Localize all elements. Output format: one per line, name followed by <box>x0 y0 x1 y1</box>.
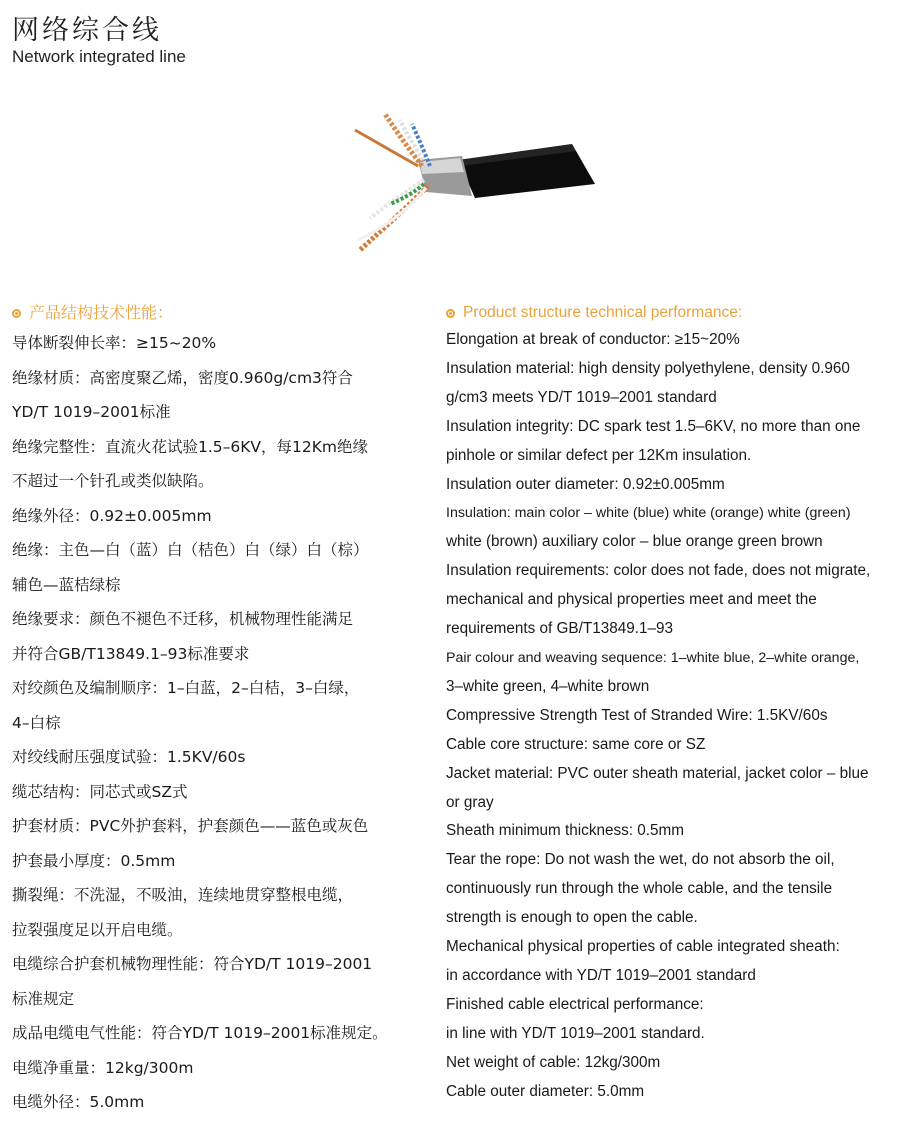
spec-line-zh: 标准规定 <box>12 989 75 1008</box>
spec-line-zh: 成品电缆电气性能：符合YD/T 1019–2001标准规定。 <box>12 1024 388 1042</box>
spec-line-en: in line with YD/T 1019–2001 standard. <box>446 1024 705 1042</box>
spec-line-en: Compressive Strength Test of Stranded Wire: 1.5KV/60s <box>446 706 828 724</box>
spec-line-en: Insulation outer diameter: 0.92±0.005mm <box>446 475 725 493</box>
spec-line-zh: 电缆综合护套机械物理性能：符合YD/T 1019–2001 <box>12 955 373 973</box>
spec-line-en: Cable core structure: same core or SZ <box>446 735 706 753</box>
spec-line-en: strength is enough to open the cable. <box>446 909 698 927</box>
spec-column-zh <box>12 300 432 1120</box>
spec-line-zh: 护套材质：PVC外护套料，护套颜色——蓝色或灰色 <box>12 817 369 835</box>
spec-line-en: Insulation integrity: DC spark test 1.5–6KV, no more than one <box>446 417 861 435</box>
page-title-en: Network integrated line <box>12 47 186 66</box>
spec-line-zh: YD/T 1019–2001标准 <box>12 403 171 421</box>
spec-line-zh: 绝缘完整性：直流火花试验1.5–6KV，每12Km绝缘 <box>12 437 369 456</box>
page-title-zh: 网络综合线 <box>12 15 162 46</box>
spec-line-zh: 撕裂绳：不洗湿，不吸油，连续地贯穿整根电缆， <box>12 886 354 904</box>
spec-line-en: Jacket material: PVC outer sheath material, jacket color – blue <box>446 764 869 782</box>
spec-line-en: g/cm3 meets YD/T 1019–2001 standard <box>446 388 717 406</box>
circle-bullet-icon <box>446 309 455 318</box>
spec-line-zh: 对绞颜色及编制顺序：1–白蓝，2–白桔，3–白绿， <box>12 679 360 697</box>
spec-line-zh: 4–白棕 <box>12 713 61 732</box>
spec-line-zh: 并符合GB/T13849.1–93标准要求 <box>12 644 250 663</box>
spec-line-zh: 对绞线耐压强度试验：1.5KV/60s <box>12 748 246 766</box>
spec-line-en: pinhole or similar defect per 12Km insulation. <box>446 446 752 464</box>
section-heading-zh: 产品结构技术性能： <box>12 300 432 326</box>
spec-line-en: Cable outer diameter: 5.0mm <box>446 1082 645 1100</box>
spec-line-zh: 电缆外径：5.0mm <box>12 1093 145 1111</box>
spec-line-en: Sheath minimum thickness: 0.5mm <box>446 822 685 840</box>
spec-line-en: Pair colour and weaving sequence: 1–white blue, 2–white orange, <box>446 649 860 666</box>
spec-line-en: white (brown) auxiliary color – blue orange green brown <box>446 533 823 551</box>
spec-line-en: or gray <box>446 793 494 811</box>
spec-line-zh: 绝缘要求：颜色不褪色不迁移，机械物理性能满足 <box>12 610 354 628</box>
spec-line-en: Net weight of cable: 12kg/300m <box>446 1053 661 1071</box>
section-heading-en: Product structure technical performance: <box>446 300 896 326</box>
spec-column-en <box>446 300 896 1106</box>
spec-line-zh: 电缆净重量：12kg/300m <box>12 1058 194 1077</box>
spec-line-en: 3–white green, 4–white brown <box>446 677 650 695</box>
spec-line-en: Insulation: main color – white (blue) white (orange) white (green) <box>446 505 851 522</box>
spec-line-zh: 缆芯结构：同芯式或SZ式 <box>12 782 188 801</box>
spec-line-en: Insulation material: high density polyethylene, density 0.960 <box>446 359 850 377</box>
spec-line-zh: 绝缘：主色—白（蓝）白（桔色）白（绿）白（棕） <box>12 541 369 559</box>
spec-line-zh: 绝缘材质：高密度聚乙烯，密度0.960g/cm3符合 <box>12 368 353 387</box>
spec-line-en: Mechanical physical properties of cable integrated sheath: <box>446 938 840 956</box>
spec-line-zh: 绝缘外径：0.92±0.005mm <box>12 506 212 525</box>
cable-photo <box>340 100 610 270</box>
spec-line-en: Finished cable electrical performance: <box>446 995 704 1013</box>
spec-line-zh: 拉裂强度足以开启电缆。 <box>12 920 183 939</box>
spec-line-en: in accordance with YD/T 1019–2001 standard <box>446 966 756 984</box>
spec-line-en: continuously run through the whole cable, and the tensile <box>446 880 833 898</box>
spec-line-en: mechanical and physical properties meet and meet the <box>446 591 817 609</box>
spec-line-en: Insulation requirements: color does not fade, does not migrate, <box>446 562 871 580</box>
spec-line-en: Tear the rope: Do not wash the wet, do not absorb the oil, <box>446 851 835 869</box>
spec-line-zh: 护套最小厚度：0.5mm <box>12 851 176 870</box>
spec-line-zh: 辅色—蓝桔绿棕 <box>12 575 121 594</box>
circle-bullet-icon <box>12 309 21 318</box>
spec-list-en <box>446 326 896 1106</box>
spec-line-zh: 不超过一个针孔或类似缺陷。 <box>12 472 214 490</box>
spec-line-en: Elongation at break of conductor: ≥15~20% <box>446 331 740 348</box>
spec-line-en: requirements of GB/T13849.1–93 <box>446 620 674 638</box>
spec-list-zh <box>12 326 432 1120</box>
spec-line-zh: 导体断裂伸长率：≥15~20% <box>12 334 217 352</box>
